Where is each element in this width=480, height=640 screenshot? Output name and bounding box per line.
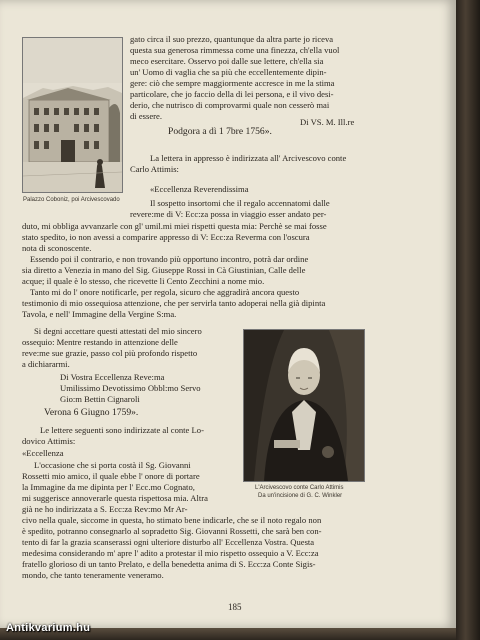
salutation: «Eccellenza Reverendissima — [150, 184, 249, 194]
text-line: ossequio: Mentre restando in attenzione delle — [22, 337, 178, 347]
intro-line: La lettera in appresso è indirizzata all' Arcivescovo conte — [150, 153, 347, 163]
text-line: Si degni accettare questi attestati del mio sincero — [34, 326, 202, 336]
signature-line: Di VS. M. Ill.re — [300, 117, 355, 127]
signature-line: Umilissimo Devotissimo Obbl:mo Servo — [60, 383, 201, 393]
text-line: questa sua generosa rimmessa come una finezza, ch'ella vuol — [130, 45, 340, 55]
text-line: testimonio di mio ossequiosa attenzione, che per servirla tanto adoperai nella già dipinta — [22, 298, 326, 308]
palace-image — [23, 38, 122, 192]
text-line: è spedito, potranno consegnarlo al sopradetto Sig. Giovanni Rossetti, che sarà ben con- — [22, 526, 322, 536]
text-line: gato circa il suo prezzo, quantunque da altra parte jo riceva — [130, 34, 334, 44]
portrait-caption: Da un'incisione di G. C. Winkler — [258, 493, 343, 499]
text-line: tento di far la grazia scanserassi ogni ulteriore disturbo all' Eccellenza Vostra. Questa — [22, 537, 315, 547]
text-line: Essendo poi il contrario, e non trovando più opportuno incontro, potrà dar ordine — [30, 254, 309, 264]
palace-photo — [22, 37, 123, 193]
text-line: un' Uomo di vaglia che sa più che eccellentemente dipin- — [130, 67, 327, 77]
text-line: mondo, che tanto teneramente veneramo. — [22, 570, 164, 580]
portrait-photo — [243, 329, 365, 482]
text-line: Rossetti mio amico, il quale ebbe l' onore di portare — [22, 471, 200, 481]
text-line: stato spedito, io non avessi a comparire appresso di V: Ecc:za Reverma con l'oscura — [22, 232, 310, 242]
text-line: Tanto mi do l' onore notificarle, per regola, sicuro che aggradirà ancora questo — [30, 287, 300, 297]
text-line: revere:me di V: Ecc:za possa in viaggio esser andato per- — [130, 209, 327, 219]
text-line: a dichiararmi. — [22, 359, 70, 369]
text-line: derio, che nutrisco di comprovarmi quale non cesserò mai — [130, 100, 330, 110]
text-line: Tavola, e nell' Immagine della Vergine S:ma. — [22, 309, 177, 319]
palace-caption: Palazzo Coboniz, poi Arcivescovado — [23, 197, 120, 203]
text-line: acque; il quale è lo stesso, che ricevette li Cento Zecchini a nome mio. — [22, 276, 265, 286]
date-line: Podgora a dì 1 7bre 1756». — [168, 126, 272, 137]
date-line: Verona 6 Giugno 1759». — [44, 407, 139, 418]
watermark: Antikvarium.hu — [6, 622, 91, 634]
text-line: fratello glorioso di un tanto Prelato, e della benedetta anima di S. Ecc:za Conte Sigis- — [22, 559, 316, 569]
text-line: gere: ciò che sempre maggiormente accresce in me la stima — [130, 78, 335, 88]
intro-line: Carlo Attimis: — [130, 164, 179, 174]
text-line: medesima considerando m' apre l' adito a protestar il mio rispetto ossequio a V. Ecc:za — [22, 548, 319, 558]
portrait-caption: L'Arcivescovo conte Carlo Attimis — [255, 485, 344, 491]
portrait-image — [244, 330, 364, 481]
text-line: già ne ho indirizzata a S. Ecc:za Rev:mo Mr Ar- — [22, 504, 188, 514]
text-line: nota di sconoscente. — [22, 243, 92, 253]
signature-line: Gio:m Bettin Cignaroli — [60, 394, 140, 404]
salutation: «Eccellenza — [22, 448, 64, 458]
intro-line: dovico Attimis: — [22, 436, 76, 446]
text-line: meco esercitare. Osservo poi dalle sue lettere, ch'ella sia — [130, 56, 324, 66]
book-spine — [456, 0, 480, 640]
text-line: sia diretto a Venezia in mano del Sig. Giuseppe Rossi in Cà Giustinian, Calle delle — [22, 265, 306, 275]
text-line: la Immagine da me dipinta per l' Ecc.mo Cognato, — [22, 482, 195, 492]
text-line: reve:me sue grazie, passo col più profondo rispetto — [22, 348, 198, 358]
intro-line: Le lettere seguenti sono indirizzate al conte Lo- — [40, 425, 204, 435]
text-line: particolare, che jo faccio della di lei persona, e il vivo desi- — [130, 89, 334, 99]
signature-line: Di Vostra Eccellenza Reve:ma — [60, 372, 165, 382]
text-line: mi suggerisce annoverarle questa rispettosa mia. Altra — [22, 493, 208, 503]
text-line: civo nella quale, siccome in questa, ho stimato bene indicarle, che se il noto regalo non — [22, 515, 322, 525]
text-line: L'occasione che si porta costà il Sg. Giovanni — [34, 460, 191, 470]
text-line: di essere. — [130, 111, 162, 121]
text-line: duto, mi obbliga avvanzarle con gl' umil.mi miei rispetti questa mia: Perchè se mai fosse — [22, 221, 327, 231]
page-number: 185 — [228, 602, 242, 612]
text-line: Il sospetto insortomi che il regalo accennatomi dalle — [150, 198, 330, 208]
